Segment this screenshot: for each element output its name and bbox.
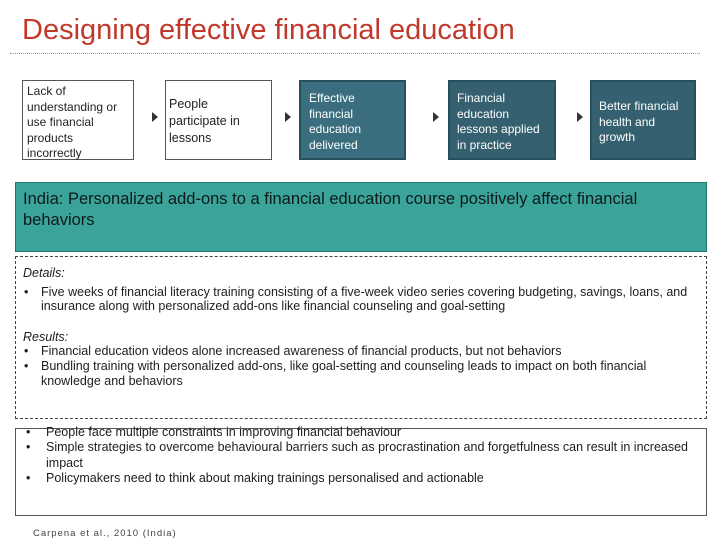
list-item <box>26 425 698 440</box>
bullet-icon: • <box>26 471 31 486</box>
title-divider <box>10 53 700 54</box>
bullet-icon: • <box>26 440 31 455</box>
flow-box-outcome <box>590 80 696 160</box>
flow-box-participation <box>165 80 272 160</box>
flow-arrow-3 <box>433 112 439 122</box>
flow-box-participation-label: People participate in lessons <box>169 97 240 145</box>
details-list <box>23 285 698 314</box>
results-list <box>23 344 698 388</box>
flow-box-application-label: Financial education lessons applied in practice <box>457 91 540 152</box>
list-item <box>23 285 698 314</box>
bullet-icon: • <box>24 344 29 359</box>
flow-arrow-2 <box>285 112 291 122</box>
flow-arrow-1 <box>152 112 158 122</box>
results-bullet-text: Bundling training with personalized add-ons, like goal-setting and counseling leads to impact on both financial knowledge and behaviors <box>41 358 647 388</box>
list-item <box>23 359 698 388</box>
flow-box-delivery <box>299 80 406 160</box>
citation: Carpena et al., 2010 (India) <box>33 528 177 539</box>
study-banner: India: Personalized add-ons to a financial education course positively affect financial behaviors <box>15 182 707 252</box>
page-title: Designing effective financial education <box>22 14 515 46</box>
takeaway-text: Policymakers need to think about making trainings personalised and actionable <box>46 471 484 486</box>
flow-arrow-4 <box>577 112 583 122</box>
takeaways-list <box>26 425 698 487</box>
takeaways-panel <box>15 425 707 516</box>
details-panel <box>15 256 707 419</box>
details-heading: Details: <box>23 266 65 280</box>
list-item <box>26 471 698 486</box>
flow-box-problem-label: Lack of understanding or use financial products incorrectly <box>27 84 118 160</box>
takeaway-text: Simple strategies to overcome behavioural barriers such as procrastination and forgetfulness can result in increased impact <box>46 440 688 470</box>
bullet-icon: • <box>24 358 29 373</box>
takeaway-text: People face multiple constraints in improving financial behaviour <box>46 425 402 439</box>
details-bullet-text: Five weeks of financial literacy training consisting of a five-week video series covering budgeting, savings, loans, and insurance along with personalized add-ons like financial counseling and goal-setting <box>41 284 688 314</box>
flow-box-problem <box>22 80 134 160</box>
flow-box-application <box>448 80 556 160</box>
bullet-icon: • <box>24 284 29 299</box>
results-bullet-text: Financial education videos alone increased awareness of financial products, but not behaviors <box>41 344 562 359</box>
list-item <box>26 440 698 471</box>
list-item <box>23 344 698 359</box>
bullet-icon: • <box>26 425 31 439</box>
flow-box-outcome-label: Better financial health and growth <box>599 99 679 144</box>
results-heading: Results: <box>23 329 69 344</box>
flow-box-delivery-label: Effective financial education delivered <box>309 91 362 152</box>
